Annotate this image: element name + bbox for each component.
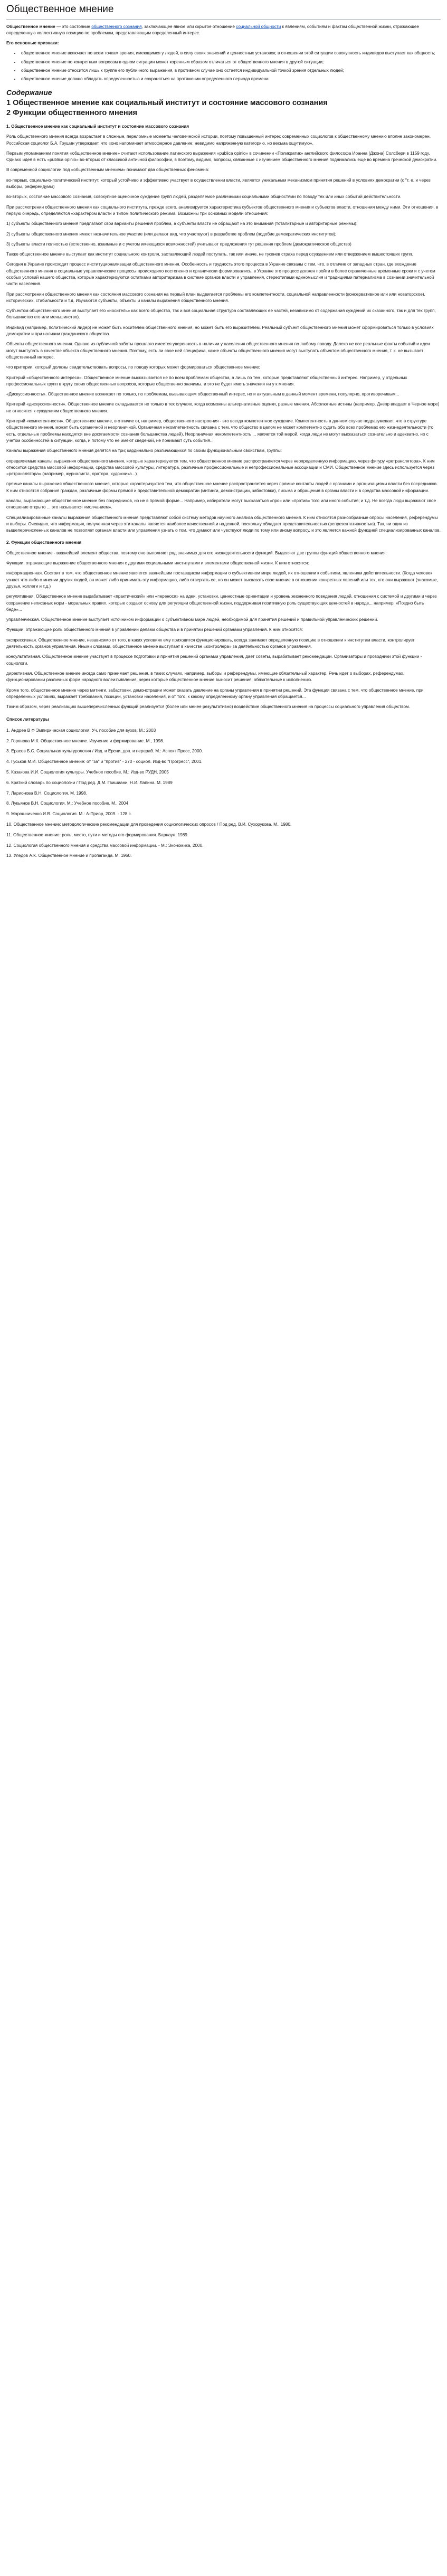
section1-heading: 1. Общественное мнение как социальный институт и состояние массового сознания <box>6 124 189 129</box>
paragraph: «Дискуссионность». Общественное мнение возникает по только, по проблемам, вызывающим общественный интерес, но и актуальным в данный момент времени, популярно, противоречивым... <box>6 392 400 397</box>
paragraph: Также общественное мнение выступает как институт социального контроля, заставляющий людей поступать, так или иначе, не тускнев страха перед осуждением или отвержением вышестоящих групп. <box>6 252 413 257</box>
literature-item: 12. Социология общественного мнения и средства массовой информации. - М.: Экономика, 2000. <box>6 843 204 848</box>
paragraph: что критерии, который должны свидетельствовать вопросы, по поводу которых может формироваться общественное мнение: <box>6 365 260 370</box>
paragraph: определяемые каналы выражения общественного мнения, которые характеризуются тем, что общественное мнение распространяется через неопределенную информацию, через фигуру «ретранслятора». К ним относится средства массовой информации, средства массовой культуры, литература, различные профессиональные и непрофессиональные ассоциации и СМИ. Общественное мнение здесь используется через «ретранслятора» (например, журналиста, оратора, художника...) <box>6 458 435 477</box>
paragraph: Индивид (например, политический лидер) не может быть носителем общественного мнения, но может быть его выразителем. Реальный субъект общественного мнения может сформироваться только в условиях демократии и при наличии гражданского общества. <box>6 325 434 337</box>
paragraph: прямые каналы выражения общественного мнения, которые характеризуются тем, что общественное мнение распространяется через прямые контакты людей с органами и организациями власти без посредников. К ним относятся собрания граждан, различные формы прямой и представительной демократии (митинги, демонстрации, забастовки), письма и обращения в органы власти и в средства массовой информации. <box>6 482 438 493</box>
intro-text-3: к явлениям, событиям и фактам общественной жизни, отражающее определенную коллективную позицию по проблемам, представляющим определенный интерес. <box>6 24 419 35</box>
paragraph: консультативная. Общественное мнение участвует в процессе подготовки и принятия решений органами управления, дает советы, вырабатывает рекомендации. Организаторы и проводники этой функции - социологи. <box>6 654 422 666</box>
link-social-community[interactable]: социальной общности <box>236 24 281 29</box>
paragraph: Каналы выражения общественного мнения делятся на три; кардинально различающихся по своим функциональным свойствам, группы: <box>6 448 282 454</box>
list-item: • общественное мнение должно обладать определенностью и сохраняться на протяжении определенного периода времени. <box>20 76 441 82</box>
paragraph: Объекты общественного мнения. Однако из-публичной заботы прошлого имеется уверенность в наличии у населения общественного мнения по любому поводу. Далеко не все реальные факты событий и идеи могут выступать в качестве объекта общественного мнения. Поэтому, есть ли свое ней специфика, какие объекты общественного мнения могут выступать объектом общественного мнения, т. к. не вызывает общественный интерес, <box>6 342 430 360</box>
literature-item: 1. Андрее В Ф Эмпирическая социология: Уч. пособие для вузов. М.: 2003 <box>6 728 156 733</box>
literature-item: 11. Общественное мнение: роль, место, пути и методы его формирования. Барнаул, 1989. <box>6 832 189 837</box>
paragraph: директивная. Общественное мнение иногда само принимает решения, в таких случаях, например, выборы и референдумы, имеющие обязательный характер. Речь идет о выборах, референдумах, функционировании различных форм народного волеизъявления, через которые общественное мнение выносит решения, обязательные к исполнению. <box>6 671 405 683</box>
literature-item: 5. Казакова И.И. Социология культуры. Учебное пособие. М.: Изд-во РУДН, 2005 <box>6 769 169 775</box>
intro-text-2: , заключающее явное или скрытое отношение <box>141 24 236 29</box>
paragraph: 3) субъекты власти полностью (естественно, взаимные и с учетом имеющихся возможностей) учитывают предложения тут решения проблем (демократическое общество) <box>6 241 351 247</box>
paragraph: Критерий «общественного интереса». Общественное мнение высказывается не по всем проблемам общества, а лишь по тем, которые представляют общественный интерес. Например, у отдельных профессиональных групп в кругу своих общественных вопросов, которые общественно значимы, и это не будет иметь значения ни у к мнения. <box>6 375 407 386</box>
paragraph: Субъектом общественного мнения выступает его «носитель» как всего общество, так и вся социальная структура составляющих ее частей, независимо от содержания суждений их сказанного, так и для тех групп, большинство его или меньшинство). <box>6 308 436 320</box>
literature-item: 8. Лукьянов В.Н. Социология. М.: Учебное пособие. М., 2004 <box>6 801 129 806</box>
paragraph: Кроме того, общественное мнение через митинги, забастовки, демонстрации может оказать давление на органы управления в принятии решений. Эта функция связана с тем, что общественное мнение, при определенных условиях, выражает требования, позиции, установки населения, и от того, к какому определенному органу управления обращается... <box>6 687 424 699</box>
intro-text-1: — это состояние <box>55 24 92 29</box>
paragraph: Критерий «компетентности». Общественное мнение, в отличие от, например, общественного настроения - это всегда компетентное суждение. Компетентность в данном случае подразумевает, что в структуре общественного мнения, может быть органичной и неорганичной. Органичная некомпетентность связана с тем, что общество в целом не может компетентно судить обо всех проблемах его жизнедеятельности (то есть, отдельные проблемы находятся вне досягаемости сознания большинства людей). Неорганичная некомпетентность ... является той мерой, когда люди не могут высказаться сознательно и адекватно, но с учетом особенностей в ситуации, когда, и потому что не имеют сведений, не понимают суть события... <box>6 419 434 443</box>
paragraph: 2) субъекты общественного мнения имеют незначительное участие (или делают вид, что участвуют) в разработке проблем (подобие демократических институтов); <box>6 231 337 237</box>
paragraph: 1) субъекты общественного мнения предлагают свои варианты решения проблем, а субъекты власти не обращают на это внимания (тоталитарные и авторитарные режимы); <box>6 221 358 227</box>
paragraph: Роль общественного мнения всегда возрастает в сложные, переломные моменты человеческой истории, поэтому повышенный интерес современных социологов к общественному мнению вполне закономерен. Российская социолог Б.А. Грушин утверждает, что «оно напоминает атмосферное давление: невидимо напряженную категорию, но весьма ощутимую». <box>6 134 431 146</box>
features-list <box>20 50 441 82</box>
paragraph: В современной социологии под «общественным мнением» понимают два общественных феномена: <box>6 167 210 173</box>
literature-item: 2. Горянова М.К. Общественное мнение. Изучение и формирование. М., 1998. <box>6 738 164 743</box>
literature-list <box>6 728 441 860</box>
paragraph: Специализированные каналы выражения общественного мнения представляют собой систему методов научного анализа общественного мнения. К ним относятся разнообразные опросы населения, референдумы и выборы. Очевидно, что информация, полученная через эти каналы является наиболее качественной и надежной, поскольку обладает представительностью (репрезентативностью). Так, ни один из вышеперечисленных каналов не позволяет органам власти или управления узнать о том, что думают или чувствуют люди по тому или иному вопросу, и это является важной функцией специализированных каналов. <box>6 515 441 533</box>
paragraph: Функции, отражающие роль общественного мнения в управлении делами общества и в принятии решений органами управления. К ним относятся: <box>6 627 303 633</box>
toc-item-2[interactable]: 2 Функции общественного мнения <box>6 109 137 118</box>
list-item: • общественное мнение относится лишь к группе его публичного выражения, в противном случае оно остается индивидуальной точкой зрения отдельных людей; <box>20 68 441 74</box>
literature-item: 10. Общественное мнение: методологические рекомендации для проведения социологических опросов / Под ред. В.И. Сухорукова. М., 1980. <box>6 822 292 827</box>
paragraph: управленческая. Общественное мнение выступает источником информации о субъективном мире людей, необходимой для принятия решений и правильной управленческих решений. <box>6 617 378 622</box>
literature-item: 4. Гуськов М.И. Общественное мнение: от "за" и "против" - 270 - социол. Изд-во "Прогресс", 2001. <box>6 759 203 765</box>
paragraph: Общественное мнение - важнейший элемент общества, поэтому оно выполняет ряд значимых для его жизнедеятельности функций. Выделяют две группы функций общественного мнения: <box>6 550 387 555</box>
literature-item: 13. Уледов А.К. Общественное мнение и пропаганда. М. 1960. <box>6 853 132 858</box>
paragraph: Таким образом, через реализацию вышеперечисленных функций реализуется (более или менее результативно) воздействие общественного мнения на процессы социального управления обществом. <box>6 704 410 710</box>
literature-item: 6. Краткий словарь по социологии / Под ред. Д.М. Гвишиани, Н.И. Лапина. М. 1989 <box>6 780 173 785</box>
literature-item: 9. Марошниченко И.В. Социология. М.: А-Приор, 2009. - 128 с. <box>6 812 132 817</box>
paragraph: во-первых, социально-политический институт, который устойчиво и эффективно участвует в осуществлении власти, является уникальным механизмом принятия решений в условиях демократии (с "т. е. и через выборы, референдумы) <box>6 177 431 190</box>
list-item: • общественное мнение включает по всем точкам зрения, имеющимся у людей, в силу своих значений и ценностных установок; в отношении этой ситуации совокупность индивидов выступает как общность; <box>20 50 441 56</box>
paragraph: Сегодня в Украине происходит процесс институционализации общественного мнения. Особенность и трудность этого процесса в Украине связаны с тем, что, в отличие от западных стран, где вхождение общественного мнения в социальные управленческие процессы происходило постепенно и органически формировались, в Украине это процесс должен пройти в более ограниченные временные сроки и с учетом особых условий нашего общества, которые характеризуются остатками авторитаризма в системе органов власти и управления, стереотипами единомыслия и традициями патернализма в сознании значительной части населения. <box>6 262 435 287</box>
literature-heading: Список литературы <box>6 717 49 722</box>
paragraph: Критерий «дискуссионности». Общественное мнение складывается не только в тех случаях, когда возможны альтернативные оценки, разные мнения. Абсолютные истины (например, Днепр впадает в Черное море) не относятся к суждениям общественного мнения. <box>6 402 440 413</box>
literature-item: 3. Ерасов Б.С. Социальная культурология / Изд. и Ерсни, доп. и перераб. М.: Аспект Пресс, 2000. <box>6 749 203 754</box>
intro-paragraph <box>6 24 441 37</box>
paragraph: каналы, выражающие общественное мнение без посредников, но не в прямой форме... Например, избиратели могут высказаться «про» или «против» того или иного события; и т.д. Не всегда люди выражают свое отношение открыто ... это называется «молчанием». <box>6 498 436 510</box>
paragraph: Первым упоминанием понятия «общественное мнение» считают использование латинского выражения «publica opinio» в сочинении «Поликратик» английского философа Иоанна (Джона) Солсбери в 1159 году. Однако идея в естъ «publica opinio» во-вторых от классикой античной философии, в поэтому, видимо, вопросы, связанные с изучением общественного мнения поднимались еще во времена греческой демократии. <box>6 150 438 163</box>
section2-heading: 2. Функции общественного мнения <box>6 540 82 545</box>
literature-item: 7. Ларионова В.Н. Социология. М. 1998. <box>6 790 87 796</box>
features-heading: Его основные признаки: <box>6 41 59 46</box>
paragraph: во-вторых, состояние массового сознания, совокупное оценочное суждение групп людей, разделяемое различными социальными общностями по поводу тех или иных событий действительности. <box>6 194 402 200</box>
intro-term: Общественное мнение <box>6 24 55 29</box>
toc-heading: Содержание <box>6 88 52 97</box>
paragraph: Функции, отражающие выражение общественного мнения с другими социальными институтами и элементами общественной жизни. К ним относятся: <box>6 561 309 566</box>
toc-item-1[interactable]: 1 Общественное мнение как социальный институт и состояние массового сознания <box>6 98 328 107</box>
page-title: Общественное мнение <box>6 2 441 20</box>
section1-body <box>6 134 441 534</box>
paragraph: регулятивная. Общественное мнение вырабатывает «практический» или «перенося» на идеи, установки, ценностные ориентации и уровень жизненного поведения людей, отношения с системой и другими и через сохранение неписаных норм - моральных правил, которые создают основу для регуляции общественной жизни, поддерживая позитивную роль существующих ценностей в народе... например: «Поздно быть беде»... <box>6 594 437 612</box>
section2-body <box>6 550 441 711</box>
link-social-consciousness[interactable]: общественного сознания <box>91 24 142 29</box>
list-item: • общественное мнение по конкретным вопросам в одном ситуации может коренным образом отличаться от общественного мнения в другой ситуации; <box>20 59 441 65</box>
paragraph: информационная. Состоит в том, что общественное мнение является важнейшим поставщиком информации о субъективном мире людей, их отношении к событиям, явлениям действительности. (Когда человек узнает что-либо о мнении других людей, он может либо принимать эту информацию, либо отвергать ее, но он может высказать свое мнение в отношении конкретных явлений или тех, кто они выражают (знакомые, друзья, коллеги и т.д.) <box>6 571 438 589</box>
paragraph: При рассмотрении общественного мнения как состояния массового сознания на первый план выдвигается проблемы его компетентности, социальной направленности (консервативное или или новаторское), исторических, стабильности и т.д. Изучаются субъекты, объекты и каналы выражения общественного мнения. <box>6 291 425 303</box>
paragraph: При рассмотрении общественного мнения как социального института, прежде всего, анализируется характеристика субъектов общественного мнения и субъектов власти, отношения между ними. Эти отношения, в первую очередь, определяются «характером власти и типом политического режима. Возможны три основных модели отношения: <box>6 204 439 216</box>
paragraph: экспрессивная. Общественное мнение, независимо от того, в каких условиях ему приходится функционировать, всегда занимает определенную позицию в отношении к институтам власти, контролирует деятельность органов управления. Иными словами, общественное мнение выступает в качестве «контролера» за деятельностью органов управления. <box>6 637 415 649</box>
